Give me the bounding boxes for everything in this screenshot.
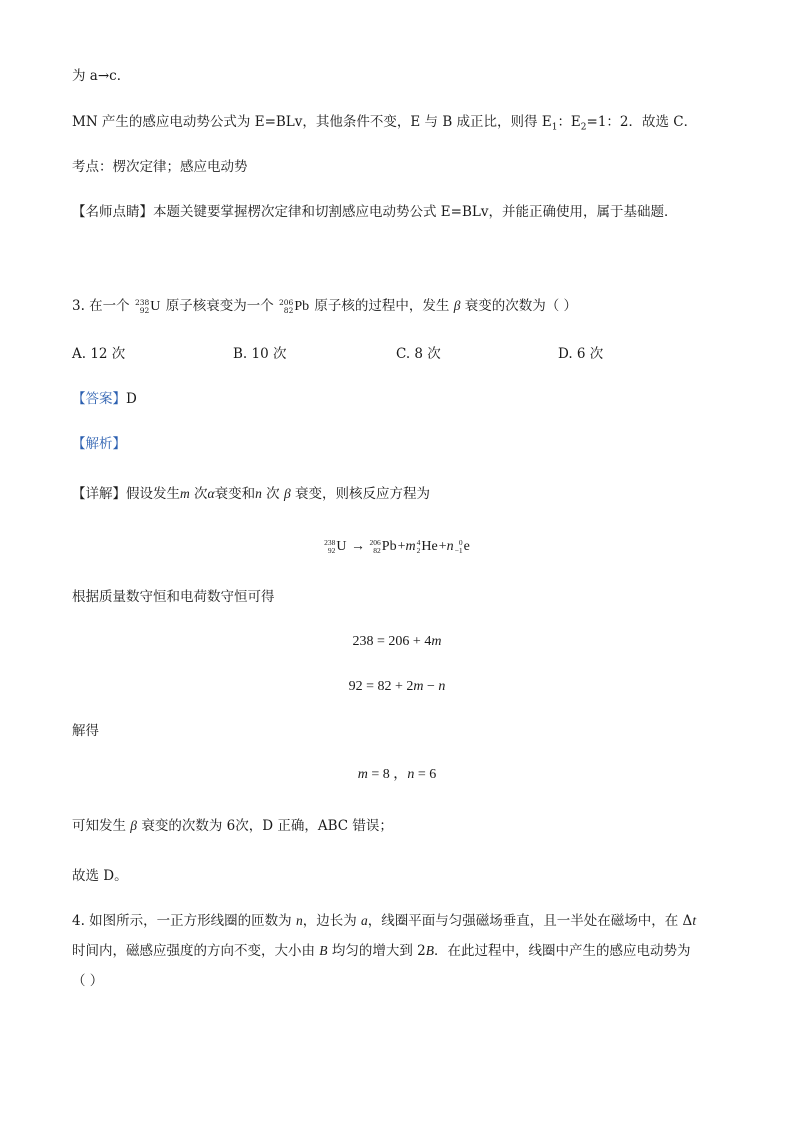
question-4-line-1 — [72, 911, 696, 931]
subscript: 2 — [580, 122, 587, 133]
text-span: ，线圈平面与匀强磁场垂直，且一半处在磁场中，在 Δ — [367, 913, 693, 929]
reaction-arrow: → — [347, 539, 369, 555]
nuclide-helium — [417, 536, 438, 558]
nuclide-lead — [279, 297, 309, 317]
variable-n: n — [295, 913, 303, 928]
detail-line — [72, 484, 430, 504]
variable-n: n — [446, 539, 454, 555]
question-4-line-2 — [72, 941, 690, 961]
equation-text: 238 = 206 + 4 — [352, 634, 432, 649]
answer-tag: 【答案】 — [72, 391, 126, 407]
text-span: 衰变的次数为 6次，D 正确，ABC 错误； — [137, 818, 393, 834]
answer-blank: （ ） — [72, 973, 104, 989]
text-span: 为 a→c． — [72, 68, 131, 84]
minus-sign: − — [423, 679, 439, 694]
equation-text: 92 = 82 + 2 — [348, 679, 414, 694]
greek-alpha: α — [207, 486, 215, 501]
option-d: D. 6 次 — [558, 346, 604, 362]
text-span: 可知发生 — [72, 818, 131, 834]
variable-n: n — [407, 767, 415, 782]
equation-mass — [0, 631, 794, 653]
electron — [455, 536, 470, 558]
analysis-tag: 【解析】 — [72, 436, 126, 452]
text-line — [72, 866, 128, 886]
element-symbol: Pb — [381, 539, 397, 554]
charge-number: −1 — [454, 546, 463, 555]
mass-number: 206 — [279, 297, 294, 307]
text-span: 原子核的过程中，发生 — [310, 298, 454, 314]
analysis-line — [72, 434, 126, 454]
text-line — [72, 202, 677, 222]
greek-beta: β — [453, 298, 461, 313]
variable-a: a — [361, 913, 368, 928]
atomic-number: 82 — [283, 305, 294, 315]
text-span: 衰变的次数为（ ） — [460, 298, 578, 314]
text-span: 4. 如图所示，一正方形线圈的匝数为 — [72, 913, 296, 929]
equation-text: = 6 — [414, 767, 437, 782]
text-span: 衰变和 — [214, 486, 256, 502]
text-span: 均匀的增大到 2 — [327, 943, 426, 959]
section-tag: 【名师点睛】 — [72, 204, 153, 220]
text-line — [72, 721, 99, 741]
mass-number: 206 — [369, 538, 381, 547]
text-span: ，边长为 — [302, 913, 362, 929]
greek-beta: β — [130, 818, 138, 833]
option-a: A. 12 次 — [72, 346, 126, 362]
variable-m: m — [431, 634, 442, 649]
variable-m: m — [180, 486, 190, 501]
text-span: MN 产生的感应电动势公式为 E=BLv，其他条件不变，E 与 B 成正比，则得 E — [72, 114, 552, 130]
text-span: 本题关键要掌握楞次定律和切割感应电动势公式 E=BLv，并能正确使用，属于基础题． — [153, 204, 678, 220]
text-span: 解得 — [72, 723, 99, 739]
equation-text: = 8 ， — [367, 767, 408, 782]
text-span: 根据质量数守恒和电荷数守恒可得 — [72, 589, 275, 605]
plus-sign: + — [397, 539, 406, 555]
atomic-number: 92 — [139, 305, 150, 315]
atomic-number: 2 — [416, 546, 421, 555]
mass-number: 4 — [416, 538, 421, 547]
element-symbol: e — [463, 539, 470, 554]
nuclide-lead — [370, 536, 397, 558]
element-symbol: Pb — [294, 298, 310, 314]
element-symbol: U — [150, 298, 161, 314]
nuclide-uranium — [324, 536, 346, 558]
question-number: 3. 在一个 — [72, 298, 130, 314]
answer-value: D — [126, 391, 137, 407]
greek-beta: β — [283, 486, 291, 501]
text-line — [72, 587, 275, 607]
text-line — [72, 816, 393, 836]
text-span: 次 — [261, 486, 284, 502]
variable-m: m — [357, 767, 368, 782]
variable-t: t — [692, 913, 697, 928]
nuclear-equation — [0, 536, 794, 558]
question-3-stem — [72, 296, 577, 317]
text-span: 次 — [189, 486, 208, 502]
equation-solution — [0, 764, 794, 786]
atomic-number: 82 — [373, 546, 381, 555]
text-span: 衰变，则核反应方程为 — [290, 486, 431, 502]
variable-m: m — [405, 539, 416, 555]
option-b: B. 10 次 — [233, 346, 287, 362]
plus-sign: + — [438, 539, 447, 555]
atomic-number: 92 — [327, 546, 336, 555]
option-c: C. 8 次 — [396, 346, 441, 362]
mass-number: 0 — [458, 538, 463, 547]
mass-number: 238 — [134, 297, 150, 307]
text-span: 时间内，磁感应强度的方向不变，大小由 — [72, 943, 320, 959]
text-span: 原子核衰变为一个 — [161, 298, 274, 314]
variable-b: B — [425, 943, 434, 958]
variable-m: m — [413, 679, 424, 694]
text-span: =1：2．故选 C． — [586, 114, 698, 130]
text-line — [72, 157, 248, 177]
variable-b: B — [319, 943, 328, 958]
answer-line — [72, 389, 137, 409]
variable-n: n — [438, 679, 446, 694]
detail-tag: 【详解】 — [72, 486, 126, 502]
mass-number: 238 — [324, 538, 336, 547]
text-line — [72, 112, 697, 138]
text-span: 假设发生 — [126, 486, 180, 502]
text-span: ：E — [557, 114, 581, 130]
text-span: ．在此过程中，线圈中产生的感应电动势为 — [433, 943, 691, 959]
nuclide-uranium — [135, 297, 160, 317]
equation-charge — [0, 676, 794, 698]
element-symbol: U — [336, 539, 347, 554]
text-span: 故选 D。 — [72, 868, 128, 884]
text-line — [72, 66, 130, 86]
variable-n: n — [255, 486, 262, 501]
subscript: 1 — [551, 122, 558, 133]
question-4-line-3 — [72, 971, 103, 991]
element-symbol: He — [421, 539, 438, 554]
text-span: 考点：楞次定律；感应电动势 — [72, 159, 248, 175]
